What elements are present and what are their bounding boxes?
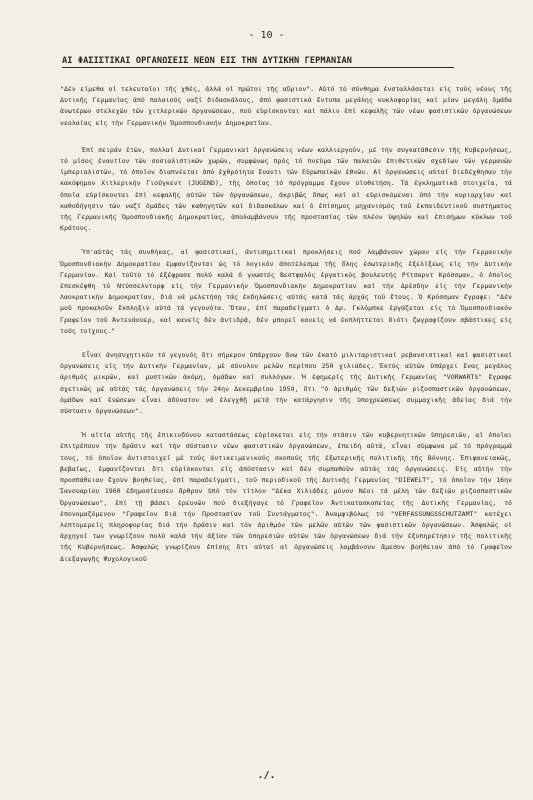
paragraph-1: "Δέν είμεθα οἱ τελευταῖοι τῆς χθές, ἀλλά οἱ πρῶτοι τῆς αὔριον". Αὐτό τό σύνθημα ἐνσταλλάσεται εἰς τούς νέους τῆς Δυτικῆς Γερμανίας ἀπό παλαιούς ναζί διδασκάλους, ἀπό φασιστικά ἔντυπα μεγάλης κυκλοφορίας καί μίαν μεγάλη ὁμάδα ἀνωτέρων στελεχῶν τῶν χιτλερικῶν ὀργανώσεων, πού εὑρίσκονται καί πάλιν ἐπί κεφαλῆς τῶν νέων φασιστικῶν ὀργανώσεων νεολαίας εἰς τήν Γερμανικήν Ὁμοσπονδιακήν Δημοκρατίαν. — [60, 85, 512, 127]
page-number: - 10 - — [248, 30, 285, 41]
continuation-mark: ./. — [257, 770, 276, 781]
paragraph-4: Εἶναι ἀνησυχητικόν τό γεγονός ὅτι σήμερον ὑπάρχουν ἄνω τῶν ἑκατό μιλιταριστικαί ρεβανσιστικαί καί φασιστικαί ὀργανώσεις εἰς τήν Δυτικήν Γερμανίαν, μέ σύνολον μελῶν περίπου 250 χιλιάδες. Ἐκτός αὐτῶν ὑπάρχει ἕνας μεγάλος ἀριθμός μικρῶν, καί μυστικῶν ἀκόμη, ὁμάδων καί συλλόγων. Ἡ ἐφημερίς τῆς Δυτικῆς Γερμανίας "VORWARTS" ἔγραφε σχετικῶς μέ αὐτάς τάς ὀργανώσεις τήν 24ην Δεκεμβρίου 1959, ὅτι "ὁ ἀριθμός τῶν δεξιῶν ριζοσπαστικῶν ὀργανώσεων, ὁμάδων καί ἑνώσεων εἶναι ἀδύνατον νά ἐλεγχθῇ μετά τήν κατάργησιν τῆς ὑποχρεώσεως συμμαχικῆς ἀδείας διά τήν σύστασιν ὀργανώσεων". — [60, 351, 512, 416]
title-underline — [62, 67, 454, 68]
document-body — [60, 84, 512, 578]
paragraph-2: Ἐπί σειράν ἐτῶν, πολλαί Δυτικαί Γερμανικαί ὀργανώσεις νέων καλλιεργοῦν, μέ τήν συγκατάθεσιν τῆς Κυβερνήσεως, τό μῖσος ἐναντίον τῶν σοσιαλιστικῶν χωρῶν, συμφώνως πρός τό πνεῦμα τῶν παλαιῶν ἐπιθετικῶν σχεδίων τῶν γερμανῶν ἰμπεριαλιστῶν, τό ὁποῖον διαπνέεται ἀπό ἐχθρότητα ἔναντι τῶν Εὐρωπαϊκῶν ἐθνῶν. Αἱ ὀργανώσεις αὐταί διεδέχθησαν τήν κακόφημον Χιτλερικήν Γιούγκεντ (JUGEND), τῆς ὁποίας τό πρόγραμμα ἔχουν υἱοθετήση. Τά ἐγκληματικά στοιχεῖα, τά ὁποῖα εὑρίσκονται ἐπί κεφαλῆς αὐτῶν τῶν ὀργανώσεων, ἀκριβῶς ὅπως καί αἱ εὑρισκόμεναι ὑπό τήν κυριαρχίαν καί καθοδήγησιν τῶν ναζί ὁμάδες τῶν καθηγητῶν καί διδασκάλων καί ὁ ἐπίσημος μηχανισμός τοῦ ἐκπαιδευτικοῦ συστήματος τῆς Γερμανικῆς Ὁμοσπονδιακῆς Δημοκρατίας, ἀπολαμβάνουν τῆς προστασίας τῶν πλέον ὑψηλῶν καί ἐπισήμων κύκλων τοῦ Κράτους. — [60, 145, 512, 233]
title-text: ΑΙ ΦΑΣΙΣΤΙΚΑΙ ΟΡΓΑΝΩΣΕΙΣ ΝΕΩΝ ΕΙΣ ΤΗΝ ΔΥΤΙΚΗΝ ΓΕΡΜΑΝΙΑΝ — [62, 56, 353, 66]
paragraph-3: Ὑπ'αὐτάς τάς συνθήκας, αἱ φασιστικαί, ἀντισημιτικαί προκλήσεις πού λαμβάνουν χώραν εἰς τήν Γερμανικήν Ὁμοσπονδιακήν Δημοκρατίαν ἐμφανίζονται ὡς τό λογικόν ἀποτέλεσμα τῆς ὅλης ἐσωτερικῆς ἐξελίξεως εἰς τήν Δυτικήν Γερμανίαν. Καί τοῦτο τό ἐξέφρασε πολύ καλά ὁ γνωστός Βεστφαλός ἐργατικός βουλευτής Ρίτσαρντ Κρόσσμαν, ὁ ὁποῖος ἐπεσκέφθη τό Ντύσσελντορφ εἰς τήν Γερμανικήν Ὁμοσπονδιακήν Δημοκρατίαν καί τήν Δρέσδην εἰς τήν Γερμανικήν Λαοκρατικήν Δημοκρατίαν, διά νά μελετήσῃ τάς ἐκδηλώσεις αὐτάς κατά τάς ἀρχάς τοῦ ἔτους. Ὁ Κρόσσμαν ἔγραψε: "Δέν μοῦ προκαλοῦν ἔκπληξιν αὐτά τά γεγονότα. Ὅταν, ἐπί παραδείγματι ὁ Δρ. Γκλόμπκε ἐργάζεται εἰς τό Ὁμοσπονδιακόν Γραφεῖον τοῦ Ἀντενάουερ, καί κανείς δέν ἀντιδρᾷ, δέν μπορεῖ κανείς νά ἐκπλήττεται διότι ζωγραφίζουν σβάστικες εἰς τούς τοίχους." — [60, 248, 512, 335]
paragraph-5: Ἡ αἰτία αὐτῆς τῆς ἐπικινδύνου καταστάσεως εὑρίσκεται εἰς τήν στάσιν τῶν κυβερνητικῶν ὑπηρεσιῶν, αἱ ὁποῖαι ἐπιτρέπουν τήν δρᾶσιν καί τήν σύστασιν νέων φασιστικῶν ὀργανώσεων, ἐπειδή αὐτά, εἶναι σύμφωνα μέ τό πρόγραμμά τους, τό ὁποῖον ἀντιστοιχεῖ μέ τούς ἀντικειμενικούς σκοπούς τῆς ἐξωτερικῆς πολιτικῆς τῆς Βόννης. Ἐπιφανειακῶς, βεβαίως, ἐμφανίζονται ὅτι εὑρίσκονται εἰς ἀπόστασιν καί δέν συμπαθοῦν αὐτάς τάς ὀργανώσεις. Εἰς αὐτήν τήν προσπάθειαν ἔχουν βοηθείας, ἐπί παραδείγματι, τοῦ περιοδικοῦ τῆς Δυτικῆς Γερμανίας "DIEWELT", τό ὁποῖον τήν 16ην Ἰανουαρίου 1960 ἐδημοσίευσεν ἄρθρον ὑπό τόν τίτλον "Δέκα Χιλιάδες μόνον Νέοι τά μέλη τῶν δεξιῶν ριζοσπαστικῶν Ὀργανώσεων", ἐπί τῇ βάσει ἐρευνῶν πού διεξήγαγε τό Γραφεῖον Ἀντικατασκοπείας τῆς Δυτικῆς Γερμανίας, τό ἐπονομαζόμενον "Γραφεῖον διά τήν Προστασίαν τοῦ Συντάγματος". Ἀναμφιβόλως τό "VERFASSUNGSSCHUTZAMT" κατέχει λεπτομερεῖς πληροφορίας διά τήν δρᾶσιν καί τόν ἀριθμόν τῶν μελῶν αὐτῶν τῶν φασιστικῶν ὀργανώσεων. Ἀσφαλῶς οἱ ἀρχηγοί των γνωρίζουν πολύ καλά τήν ἀξίαν τῶν ὑπηρεσιῶν αὐτῶν τῶν ὀργανώσεων διά τήν ἐξυπηρέτησιν τῆς πολιτικῆς τῆς Κυβερνήσεως. Ἀσφαλῶς γνωρίζουν ἐπίσης ὅτι αὐταί αἱ ὀργανώσεις λαμβάνουν ἄμεσον βοήθειαν ἀπό τό Γραφεῖον Διεξαγωγῆς Ψυχολογικοῦ — [60, 431, 512, 563]
document-title — [62, 56, 502, 66]
